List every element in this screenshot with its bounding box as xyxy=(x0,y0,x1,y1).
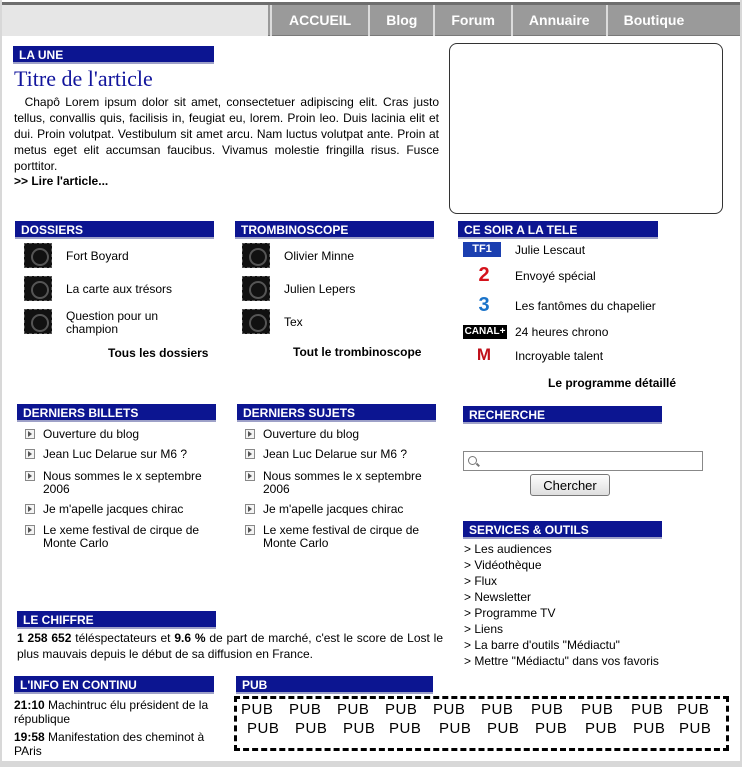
billet-link[interactable]: Nous sommes le x septembre 2006 xyxy=(43,469,202,496)
billet-link[interactable]: Ouverture du blog xyxy=(43,427,140,441)
search-button[interactable]: Chercher xyxy=(530,474,610,496)
pub-header: PUB xyxy=(236,676,433,694)
nav-boutique[interactable]: Boutique xyxy=(606,5,701,36)
article-chapo xyxy=(14,94,439,174)
service-link[interactable]: > Mettre "Médiactu" dans vos favoris xyxy=(464,654,659,668)
media-box xyxy=(449,43,723,214)
pub-word: PUB xyxy=(677,701,710,718)
pub-word: PUB xyxy=(481,701,514,718)
pub-word: PUB xyxy=(433,701,466,718)
service-link[interactable]: > Les audiences xyxy=(464,542,552,556)
service-link[interactable]: > Newsletter xyxy=(464,590,532,604)
info-item[interactable] xyxy=(14,698,226,726)
tele-show[interactable]: Incroyable talent xyxy=(515,349,604,363)
france2-logo-icon: 2 xyxy=(478,264,490,286)
nav-forum[interactable]: Forum xyxy=(433,5,511,36)
bullet-arrow-icon xyxy=(25,471,35,481)
dossier-item[interactable]: La carte aux trésors xyxy=(66,282,173,296)
tele-header: CE SOIR A LA TELE xyxy=(458,221,658,239)
dossier-thumb-icon xyxy=(24,276,52,301)
pub-word: PUB xyxy=(247,720,280,737)
chiffre-text-2: de part de marché, c'est le score de Lost le plus mauvais depuis le début de sa diffusion en France. xyxy=(17,631,444,661)
pub-word: PUB xyxy=(289,701,322,718)
pub-word: PUB xyxy=(385,701,418,718)
programme-link[interactable]: Le programme détaillé xyxy=(548,376,677,390)
bullet-arrow-icon xyxy=(245,525,255,535)
pub-word: PUB xyxy=(633,720,666,737)
dossier-item[interactable]: Fort Boyard xyxy=(66,249,129,263)
pub-word: PUB xyxy=(631,701,664,718)
info-text: Machintruc élu président de la république xyxy=(14,698,209,726)
service-link[interactable]: > Programme TV xyxy=(464,606,556,620)
bullet-arrow-icon xyxy=(245,504,255,514)
nav-annuaire[interactable]: Annuaire xyxy=(511,5,606,36)
info-header: L'INFO EN CONTINU xyxy=(14,676,214,694)
canalplus-logo-icon: CANAL+ xyxy=(464,326,506,337)
pub-word: PUB xyxy=(531,701,564,718)
pub-word: PUB xyxy=(389,720,422,737)
read-more-link[interactable]: >> Lire l'article... xyxy=(14,174,109,188)
search-input[interactable] xyxy=(463,451,703,471)
trombi-thumb-icon xyxy=(242,276,270,301)
info-text: Manifestation des cheminot à PAris xyxy=(14,730,205,758)
pub-word: PUB xyxy=(487,720,520,737)
all-trombi-link[interactable]: Tout le trombinoscope xyxy=(293,345,422,359)
pub-word: PUB xyxy=(295,720,328,737)
nav-blog[interactable]: Blog xyxy=(368,5,433,36)
bullet-arrow-icon xyxy=(245,449,255,459)
bullet-arrow-icon xyxy=(25,429,35,439)
pub-word: PUB xyxy=(585,720,618,737)
la-une-header: LA UNE xyxy=(13,46,214,64)
dossier-item[interactable]: Question pour un champion xyxy=(66,309,159,336)
top-bar xyxy=(2,2,740,36)
top-bar-blank xyxy=(2,5,268,36)
service-link[interactable]: > Flux xyxy=(464,574,498,588)
article-title[interactable]: Titre de l'article xyxy=(14,66,153,91)
tele-show[interactable]: Envoyé spécial xyxy=(515,269,596,283)
search-icon xyxy=(468,456,477,465)
services-header: SERVICES & OUTILS xyxy=(463,521,662,539)
pub-word: PUB xyxy=(679,720,712,737)
service-link[interactable]: > Liens xyxy=(464,622,504,636)
tele-show[interactable]: 24 heures chrono xyxy=(515,325,609,339)
service-link[interactable]: > Vidéothèque xyxy=(464,558,542,572)
pub-word: PUB xyxy=(343,720,376,737)
service-link[interactable]: > La barre d'outils "Médiactu" xyxy=(464,638,620,652)
tele-show[interactable]: Les fantômes du chapelier xyxy=(515,299,656,313)
pub-word: PUB xyxy=(241,701,274,718)
chiffre-text-1: téléspectateurs et xyxy=(71,631,175,645)
page-frame-bottom xyxy=(0,761,742,767)
sujet-link[interactable]: Jean Luc Delarue sur M6 ? xyxy=(263,447,408,461)
info-time: 21:10 xyxy=(14,698,45,712)
sujet-link[interactable]: Nous sommes le x septembre 2006 xyxy=(263,469,422,496)
dossiers-header: DOSSIERS xyxy=(15,221,214,239)
bullet-arrow-icon xyxy=(245,429,255,439)
tf1-logo-icon: TF1 xyxy=(463,242,501,257)
sujet-link[interactable]: Je m'apelle jacques chirac xyxy=(263,502,404,516)
billet-link[interactable]: Le xeme festival de cirque de Monte Carlo xyxy=(43,523,200,550)
trombi-item[interactable]: Tex xyxy=(284,315,303,329)
info-item[interactable] xyxy=(14,730,226,758)
article-chapo-text: Chapô Lorem ipsum dolor sit amet, consectetuer adipiscing elit. Cras justo tellus, convallis quis, facilisis in, feugiat eu, lorem. Proin leo. Duis lacinia elit et dui. Proin volutpat. Vestibulum sit amet arcu. Nam luctus volutpat ante. Proin at metus eget elit accumsan faucibus. Vivamus molestie fringilla risus. Fusce porttitor. xyxy=(14,95,440,173)
billet-link[interactable]: Je m'apelle jacques chirac xyxy=(43,502,184,516)
trombi-item[interactable]: Olivier Minne xyxy=(284,249,355,263)
sujet-link[interactable]: Le xeme festival de cirque de Monte Carlo xyxy=(263,523,420,550)
main-nav xyxy=(270,5,700,36)
billet-link[interactable]: Jean Luc Delarue sur M6 ? xyxy=(43,447,188,461)
pub-word: PUB xyxy=(581,701,614,718)
trombi-thumb-icon xyxy=(242,243,270,268)
chiffre-percent: 9.6 % xyxy=(174,631,206,645)
sujet-link[interactable]: Ouverture du blog xyxy=(263,427,360,441)
pub-word: PUB xyxy=(535,720,568,737)
info-time: 19:58 xyxy=(14,730,45,744)
billets-header: DERNIERS BILLETS xyxy=(17,404,216,422)
nav-accueil[interactable]: ACCUEIL xyxy=(270,5,368,36)
recherche-header: RECHERCHE xyxy=(463,406,662,424)
chiffre-header: LE CHIFFRE xyxy=(17,611,216,629)
bullet-arrow-icon xyxy=(245,471,255,481)
trombinoscope-header: TROMBINOSCOPE xyxy=(235,221,434,239)
sujets-header: DERNIERS SUJETS xyxy=(237,404,436,422)
trombi-thumb-icon xyxy=(242,309,270,334)
dossier-thumb-icon xyxy=(24,309,52,334)
pub-banner[interactable] xyxy=(234,696,729,751)
chiffre-number: 1 258 652 xyxy=(17,631,72,645)
dossier-thumb-icon xyxy=(24,243,52,268)
bullet-arrow-icon xyxy=(25,504,35,514)
bullet-arrow-icon xyxy=(25,449,35,459)
france3-logo-icon: 3 xyxy=(478,294,490,316)
pub-word: PUB xyxy=(439,720,472,737)
bullet-arrow-icon xyxy=(25,525,35,535)
tele-show[interactable]: Julie Lescaut xyxy=(515,243,586,257)
all-dossiers-link[interactable]: Tous les dossiers xyxy=(108,346,209,360)
pub-word: PUB xyxy=(337,701,370,718)
page-frame-left xyxy=(0,0,2,767)
trombi-item[interactable]: Julien Lepers xyxy=(284,282,356,296)
chiffre-text xyxy=(17,630,443,662)
m6-logo-icon: M xyxy=(476,345,492,364)
